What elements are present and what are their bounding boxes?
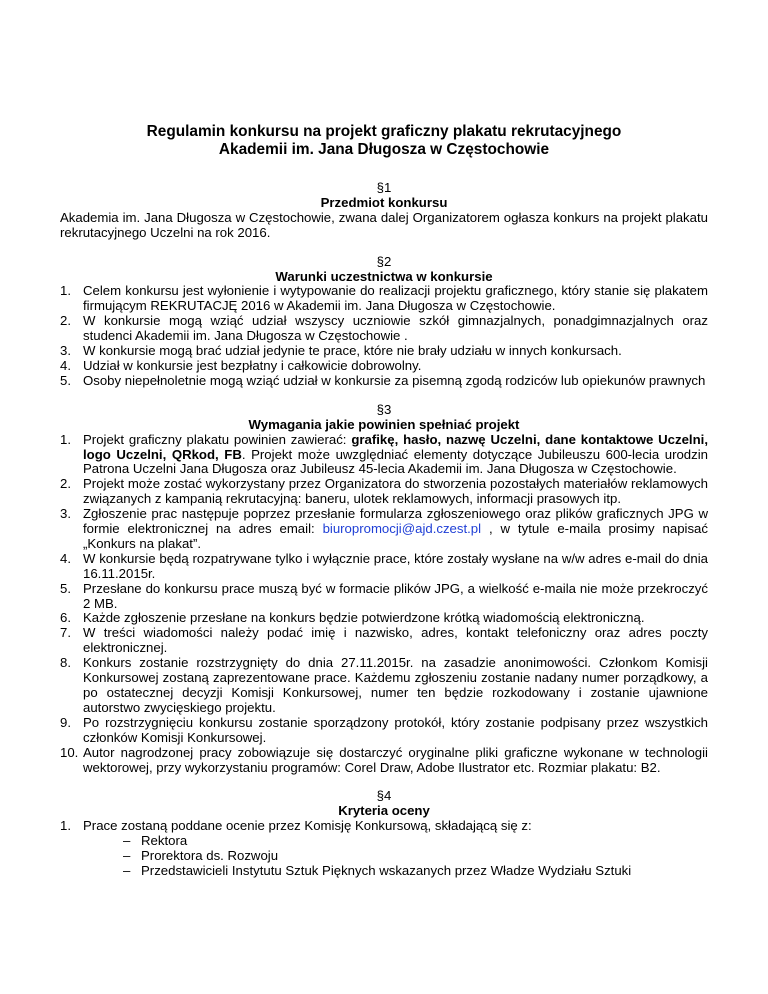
list-item-text: Osoby niepełnoletnie mogą wziąć udział w konkursie za pisemną zgodą rodziców lub opiekunów prawnych <box>83 372 706 388</box>
list-item-text: W konkursie będą rozpatrywane tylko i wyłącznie prace, które zostały wysłane na w/w adres e-mail do dnia 16.11.2015r. <box>83 550 708 581</box>
dash-bullet: – <box>123 833 131 849</box>
list-item <box>60 552 708 582</box>
list-item-number: 6. <box>60 610 71 626</box>
section-2-number: §2 <box>376 253 392 269</box>
committee-member-text: Przedstawicieli Instytutu Sztuk Pięknych wskazanych przez Władze Wydziału Sztuki <box>141 862 632 878</box>
list-item-text: Prace zostaną poddane ocenie przez Komisję Konkursową, składającą się z: <box>83 818 532 834</box>
email-link[interactable]: biuropromocji@ajd.czest.pl <box>322 521 482 537</box>
section-3-list <box>60 433 708 776</box>
list-item <box>60 359 708 374</box>
section-1-text: Akademia im. Jana Długosza w Częstochowie, zwana dalej Organizatorem ogłasza konkurs na projekt plakatu rekrutacyjnego Uczelni na rok 2016. <box>60 209 708 240</box>
list-item-text: W konkursie mogą wziąć udział wszyscy uczniowie szkół gimnazjalnych, ponadgimnazjalnych oraz studenci Akademii im. Jana Długosza w Częstochowie . <box>83 313 708 344</box>
list-item-number: 9. <box>60 714 71 730</box>
list-item-text-pre: Zgłoszenie prac następuje poprzez przesłanie formularza zgłoszeniowego oraz plików graficznych JPG w formie elektronicznej na adres email: <box>83 506 708 537</box>
list-item-text: Udział w konkursie jest bezpłatny i całkowicie dobrowolny. <box>83 357 422 373</box>
list-item-number: 3. <box>60 343 71 359</box>
section-3-title: Wymagania jakie powinien spełniać projekt <box>248 416 520 432</box>
title-line-2: Akademii im. Jana Długosza w Częstochowie <box>218 141 550 158</box>
title-line-1: Regulamin konkursu na projekt graficzny plakatu rekrutacyjnego <box>146 123 622 140</box>
list-item <box>60 344 708 359</box>
list-item-number: 7. <box>60 625 71 641</box>
dash-bullet: – <box>123 848 131 864</box>
list-item-number: 3. <box>60 506 71 522</box>
list-item <box>60 507 708 552</box>
committee-member-text: Rektora <box>141 833 188 849</box>
list-item-text: Każde zgłoszenie przesłane na konkurs będzie potwierdzone krótką wiadomością elektroniczną. <box>83 610 645 626</box>
list-item <box>60 656 708 716</box>
committee-member-text: Prorektora ds. Rozwoju <box>141 848 279 864</box>
list-item-number: 5. <box>60 580 71 596</box>
list-item-number: 1. <box>60 283 71 299</box>
list-item-text: Po rozstrzygnięciu konkursu zostanie sporządzony protokół, który zostanie podpisany przez wszystkich członków Komisji Konkursowej. <box>83 714 708 745</box>
committee-member <box>60 834 708 849</box>
list-item-number: 5. <box>60 372 71 388</box>
committee-member <box>60 849 708 864</box>
list-item-number: 1. <box>60 818 71 834</box>
section-4-list <box>60 819 708 834</box>
list-item-text: Przesłane do konkursu prace muszą być w formacie plików JPG, a wielkość e-maila nie może przekroczyć 2 MB. <box>83 580 708 611</box>
list-item-number: 2. <box>60 476 71 492</box>
document-title <box>60 123 708 159</box>
list-item <box>60 314 708 344</box>
section-2-title: Warunki uczestnictwa w konkursie <box>275 268 493 284</box>
list-item-number: 4. <box>60 357 71 373</box>
list-item <box>60 433 708 478</box>
list-item <box>60 716 708 746</box>
list-item-text: Autor nagrodzonej pracy zobowiązuje się dostarczyć oryginalne pliki graficzne wykonane w technologii wektorowej, przy wykorzystaniu programów: Corel Draw, Adobe Ilustrator etc. Rozmiar plakatu: B2. <box>83 744 708 775</box>
list-item <box>60 374 708 389</box>
list-item <box>60 284 708 314</box>
list-item-number: 2. <box>60 313 71 329</box>
list-item-text-post: , w tytule e-maila prosimy napisać „Konkurs na plakat”. <box>83 521 708 551</box>
committee-member <box>60 864 708 879</box>
list-item-number: 1. <box>60 431 71 447</box>
list-item-text: W treści wiadomości należy podać imię i nazwisko, adres, kontakt telefoniczny oraz adres poczty elektronicznej. <box>83 625 708 656</box>
section-1 <box>60 181 708 241</box>
committee-list <box>60 834 708 879</box>
section-2 <box>60 255 708 389</box>
list-item-text: Konkurs zostanie rozstrzygnięty do dnia 27.11.2015r. na zasadzie anonimowości. Członkom Komisji Konkursowej zostaną zaprezentowane prace. Każdemu zgłoszeniu zostanie nadany numer porządkowy, a po ostatecznej decyzji Komisji Konkursowej, numer ten będzie rozkodowany i zostanie ujawnione autorstwo zwycięskiego projektu. <box>83 655 708 715</box>
list-item-number: 10. <box>60 744 79 760</box>
section-2-list <box>60 284 708 388</box>
list-item <box>60 611 708 626</box>
list-item-number: 4. <box>60 550 71 566</box>
section-3-number: §3 <box>376 401 392 417</box>
section-4 <box>60 789 708 878</box>
section-4-title: Kryteria oceny <box>338 803 430 819</box>
list-item-text-pre: Projekt graficzny plakatu powinien zawierać: <box>83 431 352 447</box>
section-4-number: §4 <box>376 788 392 804</box>
list-item <box>60 819 708 834</box>
list-item-text: Projekt może zostać wykorzystany przez Organizatora do stworzenia pozostałych materiałów reklamowych związanych z kampanią rekrutacyjną: baneru, ulotek reklamowych, informacji prasowych itp. <box>83 476 708 507</box>
list-item-text: Celem konkursu jest wyłonienie i wytypowanie do realizacji projektu graficznego, który stanie się plakatem firmującym REKRUTACJĘ 2016 w Akademii im. Jana Długosza w Częstochowie. <box>83 283 708 314</box>
required-elements: grafikę, hasło, nazwę Uczelni, dane kontaktowe Uczelni, logo Uczelni, QRkod, FB <box>83 431 708 462</box>
list-item-text-post: . Projekt może uwzględniać elementy dotyczące Jubileuszu 600-lecia urodzin Patrona Uczelni Jana Długosza oraz Jubileusz 45-lecia Akademii im. Jana Długosza w Częstochowie. <box>83 446 709 477</box>
list-item <box>60 477 708 507</box>
list-item-text: W konkursie mogą brać udział jedynie te prace, które nie brały udziału w innych konkursach. <box>83 343 622 359</box>
section-1-title: Przedmiot konkursu <box>320 194 448 210</box>
section-1-number: §1 <box>376 180 392 195</box>
dash-bullet: – <box>123 862 131 878</box>
list-item <box>60 582 708 612</box>
section-3 <box>60 403 708 776</box>
document-page <box>60 123 708 879</box>
list-item-number: 8. <box>60 655 71 671</box>
list-item <box>60 626 708 656</box>
list-item <box>60 746 708 776</box>
